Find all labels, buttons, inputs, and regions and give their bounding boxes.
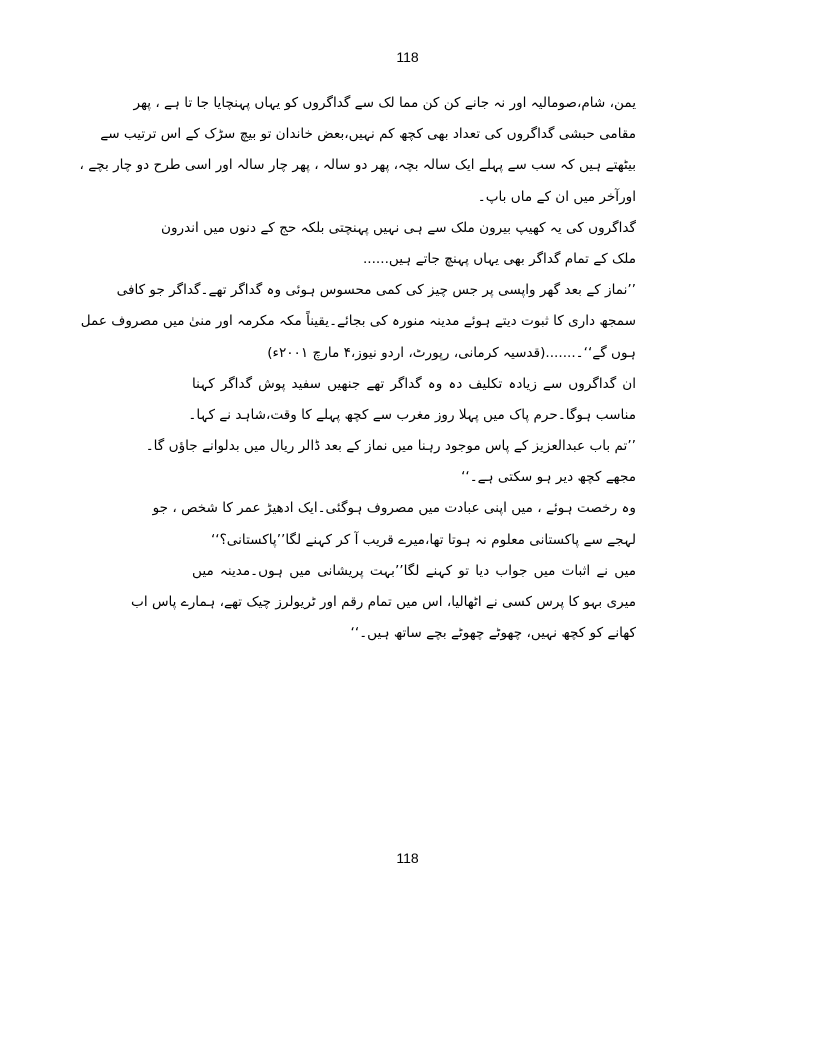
text-line: یمن، شام،صومالیہ اور نہ جانے کن کن مما لک سے گداگروں کو یہاں پہنچایا جا تا ہے ، پھر: [133, 95, 636, 111]
text-line: مناسب ہوگا۔حرم پاک میں پہلا روز مغرب سے کچھ پہلے کا وقت،شاہد نے کہا۔: [188, 406, 636, 423]
text-line: گداگروں کی یہ کھیپ بیرون ملک سے ہی نہیں پہنچتی بلکہ حج کے دنوں میں اندرون: [161, 219, 636, 236]
text-line: کھانے کو کچھ نہیں، چھوٹے چھوٹے بچے ساتھ ہیں۔‘‘: [350, 625, 636, 642]
text-line: میں نے اثبات میں جواب دیا تو کہنے لگا’’بہت پریشانی میں ہوں۔مدینہ میں: [192, 562, 636, 579]
text-line: ہوں گے‘‘۔.......(قدسیہ کرمانی، رپورٹ، اردو نیوز،۴ مارچ ۲۰۰۱ء): [267, 344, 636, 361]
text-line: لہجے سے پاکستانی معلوم نہ ہوتا تھا،میرے قریب آ کر کہنے لگا’’پاکستانی؟‘‘: [210, 531, 636, 548]
text-line: ’’نماز کے بعد گھر واپسی پر جس چیز کی کمی محسوس ہوئی وہ گداگر تھے۔گداگر جو کافی: [116, 282, 636, 299]
text-line: وہ رخصت ہوئے ، میں اپنی عبادت میں مصروف ہوگئی۔ایک ادھیڑ عمر کا شخص ، جو: [152, 500, 636, 517]
text-line: میری بہو کا پرس کسی نے اٹھالیا، اس میں تمام رقم اور ٹریولرز چیک تھے، ہمارے پاس اب: [131, 594, 636, 610]
body-text: [79, 88, 636, 649]
text-line: ان گداگروں سے زیادہ تکلیف دہ وہ گداگر تھے جنھیں سفید پوش گداگر کہنا: [192, 375, 636, 392]
text-line: مقامی حبشی گداگروں کی تعداد بھی کچھ کم نہیں،بعض خاندان تو بیچ سڑک کے اس ترتیب سے: [100, 126, 636, 143]
page-number-top: 118: [396, 49, 419, 65]
text-line: بیٹھتے ہیں کہ سب سے پہلے ایک سالہ بچہ، پھر دو سالہ ، پھر چار سالہ اور اسی طرح دو چار بچے ،: [79, 157, 636, 174]
text-line: سمجھ داری کا ثبوت دیتے ہوئے مدینہ منورہ کی بجائے۔یقیناً مکہ مکرمہ اور منیٰ میں مصروف عمل: [80, 313, 636, 330]
text-line: مجھے کچھ دیر ہو سکتی ہے۔‘‘: [461, 469, 636, 486]
text-line: اورآخر میں ان کے ماں باپ۔: [477, 188, 636, 205]
text-line: ’’تم باب عبدالعزیز کے پاس موجود رہنا میں نماز کے بعد ڈالر ریال میں بدلوانے جاؤں گا۔: [145, 438, 636, 455]
page-number-bottom: 118: [396, 850, 419, 866]
text-line: ملک کے تمام گداگر بھی یہاں پہنچ جاتے ہیں......: [362, 250, 636, 267]
